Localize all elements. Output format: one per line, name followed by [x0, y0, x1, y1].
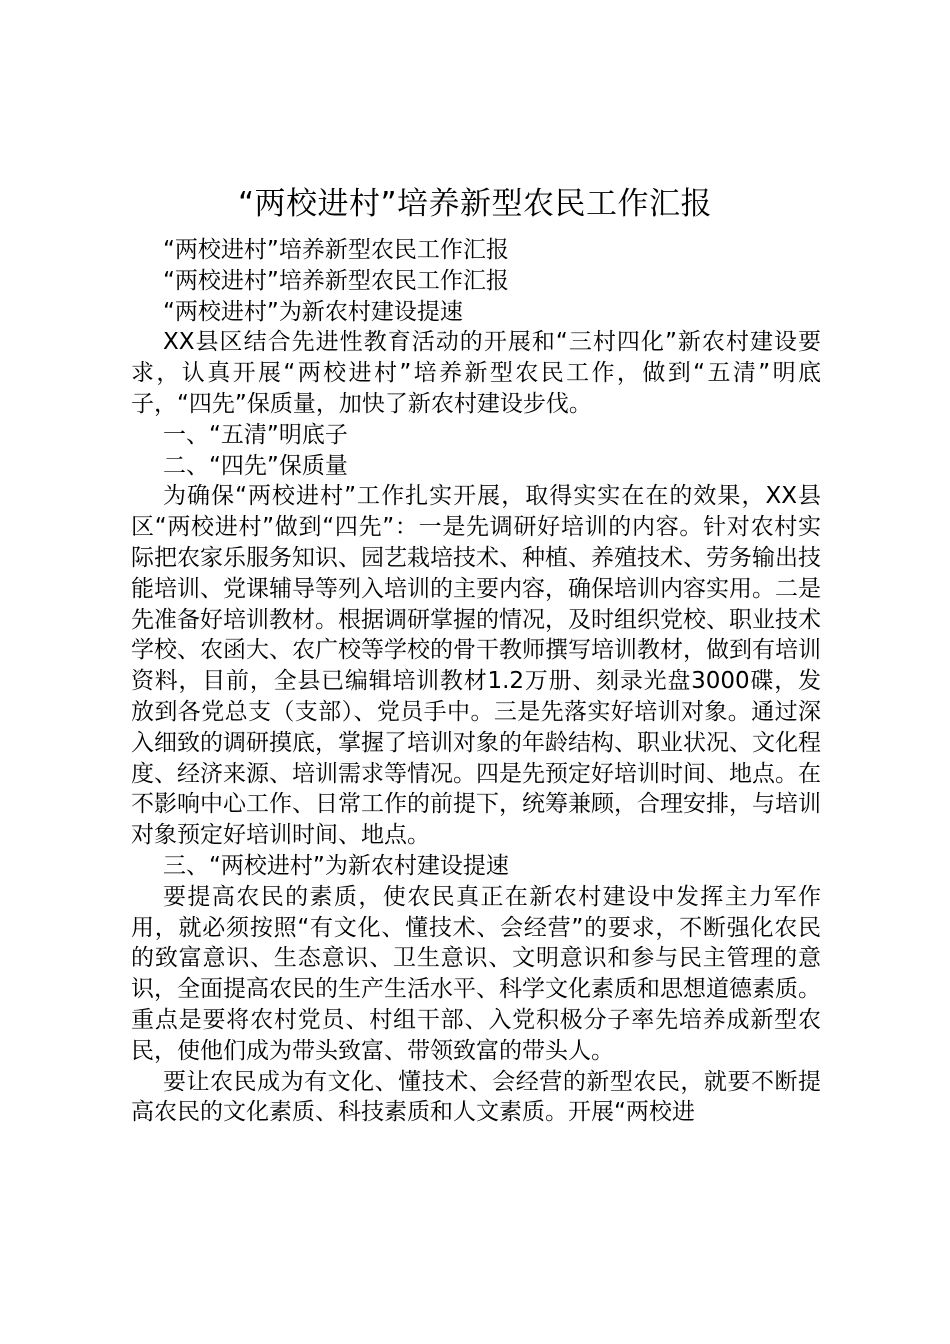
section-heading: 三、“两校进村”为新农村建设提速: [163, 852, 509, 879]
body-paragraph: 要提高农民的素质，使农民真正在新农村建设中发挥主力军作用，就必须按照“有文化、懂技术、会经营”的要求，不断强化农民的致富意识、生态意识、卫生意识、文明意识和参与民主管理的意识，全面提高农民的生产生活水平、科学文化素质和思想道德素质。重点是要将农村党员、村组干部、入党积极分子率先培养成新型农民，使他们成为带头致富、带领致富的带头人。: [131, 883, 821, 1064]
subtitle-line: “两校进村”培养新型农民工作汇报: [163, 237, 509, 263]
subtitle-line: “两校进村”培养新型农民工作汇报: [163, 267, 509, 294]
body-paragraph: 为确保“两校进村”工作扎实开展，取得实实在在的效果，XX县区“两校进村”做到“四先”：一是先调研好培训的内容。针对农村实际把农家乐服务知识、园艺栽培技术、种植、养殖技术、劳务输出技能培训、党课辅导等列入培训的主要内容，确保培训内容实用。二是先准备好培训教材。根据调研掌握的情况，及时组织党校、职业技术学校、农函大、农广校等学校的骨干教师撰写培训教材，做到有培训资料，目前，全县已编辑培训教材1.2万册、刻录光盘3000碟，发放到各党总支（支部）、党员手中。三是先落实好培训对象。通过深入细致的调研摸底，掌握了培训对象的年龄结构、职业状况、文化程度、经济来源、培训需求等情况。四是先预定好培训时间、地点。在不影响中心工作、日常工作的前提下，统筹兼顾，合理安排，与培训对象预定好培训时间、地点。: [131, 483, 821, 849]
intro-paragraph: XX县区结合先进性教育活动的开展和“三村四化”新农村建设要求，认真开展“两校进村”培养新型农民工作，做到“五清”明底子，“四先”保质量，加快了新农村建设步伐。: [131, 329, 821, 417]
body-paragraph: 要让农民成为有文化、懂技术、会经营的新型农民，就要不断提高农民的文化素质、科技素质和人文素质。开展“两校进: [131, 1068, 821, 1126]
subtitle-line: “两校进村”为新农村建设提速: [163, 298, 463, 325]
document-title: “两校进村”培养新型农民工作汇报: [237, 186, 713, 222]
document-body: [131, 235, 821, 1128]
section-heading: 一、“五清”明底子: [163, 421, 348, 448]
section-heading: 二、“四先”保质量: [163, 452, 348, 479]
